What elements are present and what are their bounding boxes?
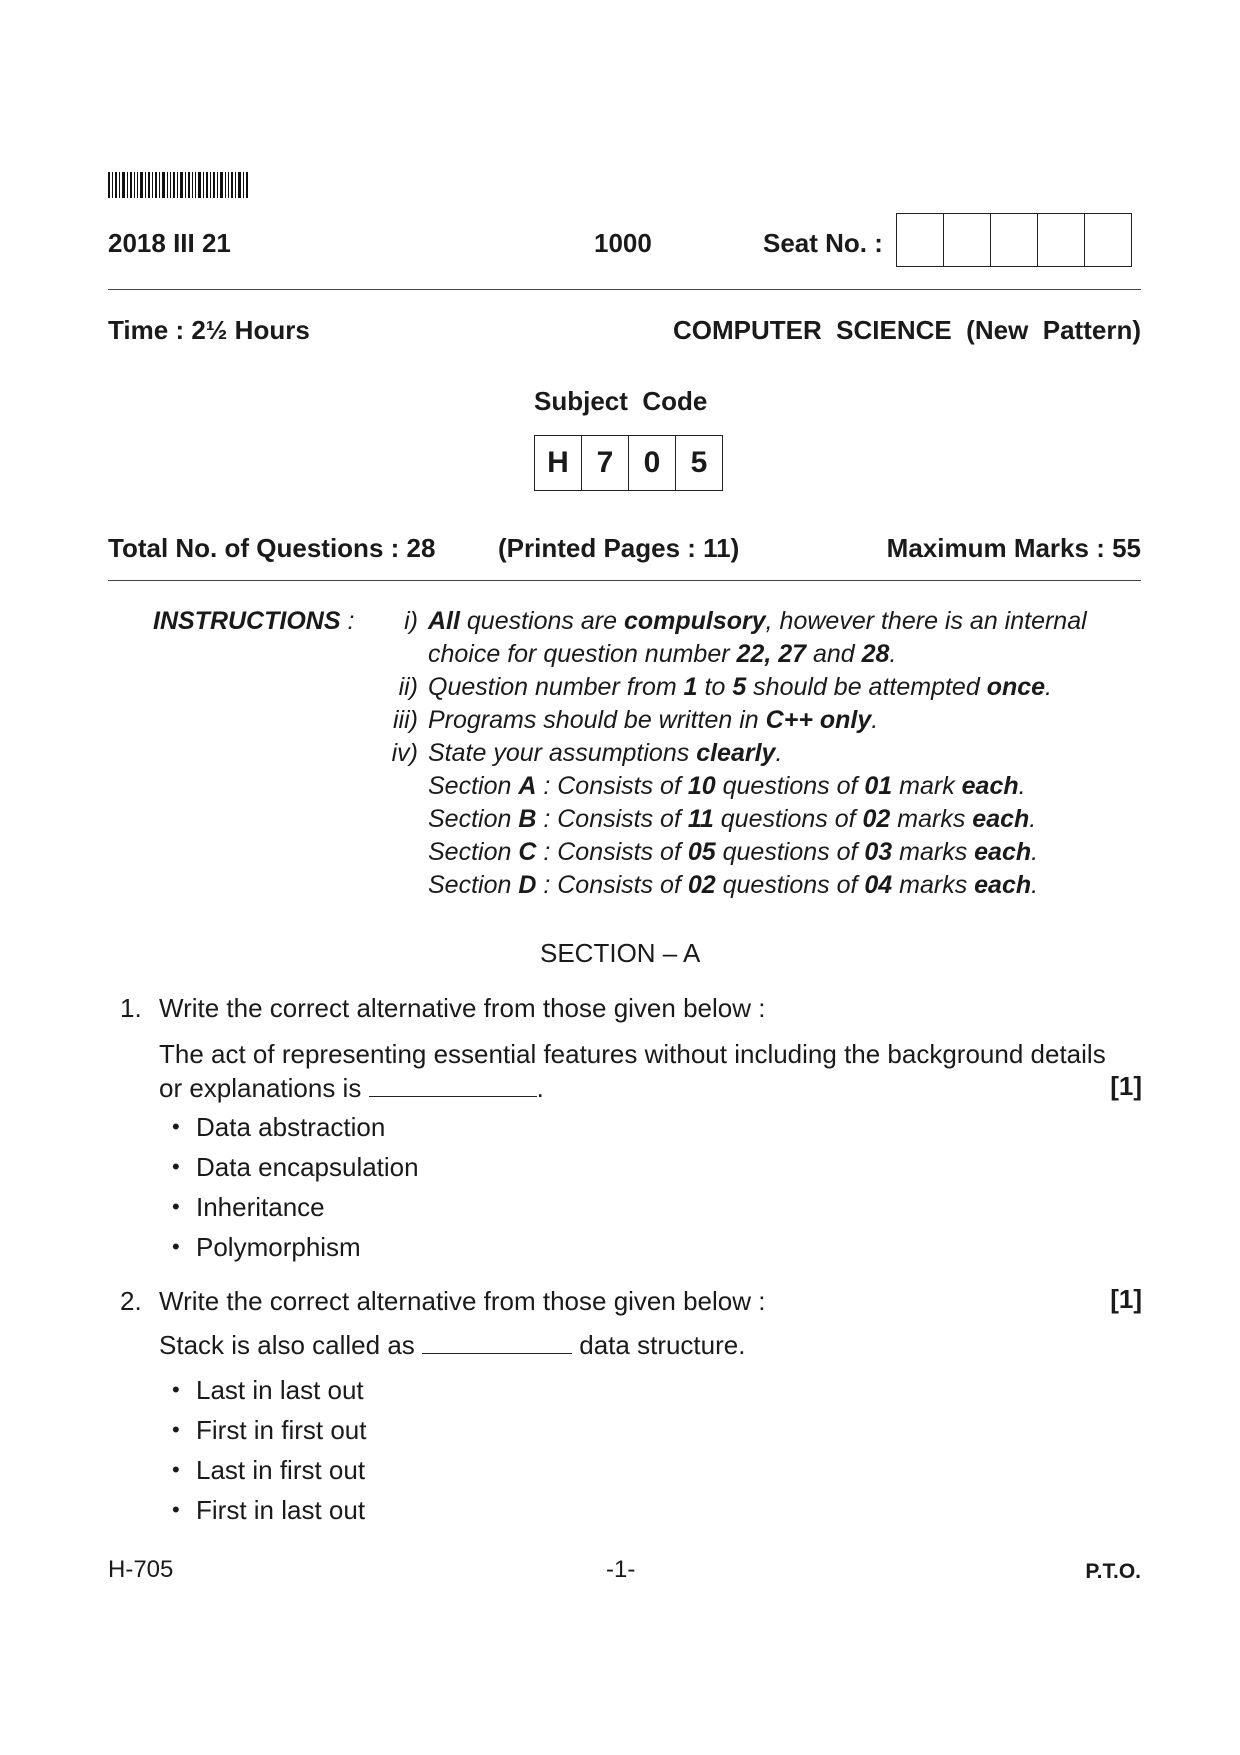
instruction-text: Section B : Consists of 11 questions of 02 marks each. [428, 805, 1037, 833]
bullet-icon: • [172, 1497, 180, 1522]
exam-duration: Time : 2½ Hours [108, 315, 310, 345]
option-item: • Last in last out [172, 1374, 364, 1405]
seat-no-digit-box[interactable] [897, 214, 944, 266]
instruction-item [370, 671, 1148, 704]
subject-code-label: Subject Code [534, 386, 708, 416]
answer-blank [369, 1074, 537, 1097]
bullet-icon: • [172, 1154, 180, 1179]
subject-code-char: 0 [629, 436, 676, 490]
question-prompt: Write the correct alternative from those given below : [159, 993, 766, 1023]
question-number: 1. [120, 993, 142, 1023]
answer-blank [422, 1331, 572, 1354]
total-questions: Total No. of Questions : 28 [108, 533, 436, 563]
question-stem-line: or explanations is . [159, 1073, 544, 1103]
instruction-item [370, 605, 1148, 671]
bullet-icon: • [172, 1234, 180, 1259]
instructions-list [370, 605, 1148, 902]
instruction-number [370, 869, 428, 902]
question-options [172, 1370, 366, 1530]
instruction-text: Section D : Consists of 02 questions of 04 marks each. [428, 871, 1039, 899]
seat-no-boxes[interactable] [896, 213, 1132, 267]
subject-code-char: 5 [690, 446, 708, 479]
seat-no-label: Seat No. : [763, 228, 883, 258]
question-prompt: Write the correct alternative from those given below : [159, 1286, 766, 1316]
question-stem [159, 1037, 1119, 1105]
question-stem: Stack is also called as data structure. [159, 1330, 746, 1360]
instruction-item [370, 869, 1148, 902]
instruction-number [370, 803, 428, 836]
divider [108, 289, 1141, 290]
question-options [172, 1107, 419, 1267]
subject-code-char: 7 [582, 436, 629, 490]
instruction-text: Programs should be written in C++ only. [428, 706, 879, 734]
seat-no-digit-box[interactable] [1038, 214, 1085, 266]
option-item: • Polymorphism [172, 1231, 361, 1262]
option-item: • Inheritance [172, 1191, 325, 1222]
instruction-text: All questions are compulsory, however there is an internal choice for question number 22, 27 and 28. [428, 607, 1087, 668]
instructions-label: INSTRUCTIONS : [153, 607, 355, 635]
instruction-item [370, 770, 1148, 803]
question-marks: [1] [1110, 1071, 1142, 1101]
seat-no-digit-box[interactable] [991, 214, 1038, 266]
subject-code-char: H [535, 436, 582, 490]
instruction-number: iii) [393, 706, 418, 734]
instruction-number [370, 836, 428, 869]
instruction-item [370, 803, 1148, 836]
footer-code: H-705 [108, 1556, 174, 1583]
seat-no-digit-box[interactable] [944, 214, 991, 266]
instruction-text: State your assumptions clearly. [428, 739, 783, 767]
bullet-icon: • [172, 1114, 180, 1139]
paper-code: 2018 III 21 [108, 228, 231, 258]
instruction-text: Section A : Consists of 10 questions of 01 mark each. [428, 772, 1026, 800]
question-stem-line: The act of representing essential features without including the background details [159, 1039, 1106, 1069]
seat-no-digit-box[interactable] [1085, 214, 1131, 266]
instruction-item [370, 704, 1148, 737]
barcode [108, 172, 248, 198]
instruction-item [370, 836, 1148, 869]
bullet-icon: • [172, 1194, 180, 1219]
bullet-icon: • [172, 1417, 180, 1442]
question-number: 2. [120, 1286, 142, 1316]
instruction-item [370, 737, 1148, 770]
subject-title: COMPUTER SCIENCE (New Pattern) [672, 315, 1141, 345]
instruction-text: Section C : Consists of 05 questions of 03 marks each. [428, 838, 1039, 866]
option-item: • First in last out [172, 1494, 366, 1525]
option-item: • First in first out [172, 1414, 367, 1445]
instruction-number: iv) [391, 739, 418, 767]
divider [108, 580, 1141, 581]
copies-count: 1000 [594, 228, 652, 258]
instruction-number: ii) [398, 673, 418, 701]
subject-code-boxes [534, 435, 723, 491]
bullet-icon: • [172, 1457, 180, 1482]
instruction-number: i) [404, 607, 418, 635]
pto-label: P.T.O. [1085, 1560, 1141, 1583]
option-item: • Last in first out [172, 1454, 366, 1485]
page-number: -1- [606, 1556, 636, 1583]
option-item: • Data abstraction [172, 1111, 386, 1142]
bullet-icon: • [172, 1377, 180, 1402]
printed-pages: (Printed Pages : 11) [498, 533, 740, 563]
maximum-marks: Maximum Marks : 55 [886, 533, 1141, 563]
section-title: SECTION – A [540, 938, 701, 968]
question-marks: [1] [1110, 1284, 1142, 1314]
instruction-number [370, 770, 428, 803]
option-item: • Data encapsulation [172, 1151, 419, 1182]
instruction-text: Question number from 1 to 5 should be attempted once. [428, 673, 1052, 701]
